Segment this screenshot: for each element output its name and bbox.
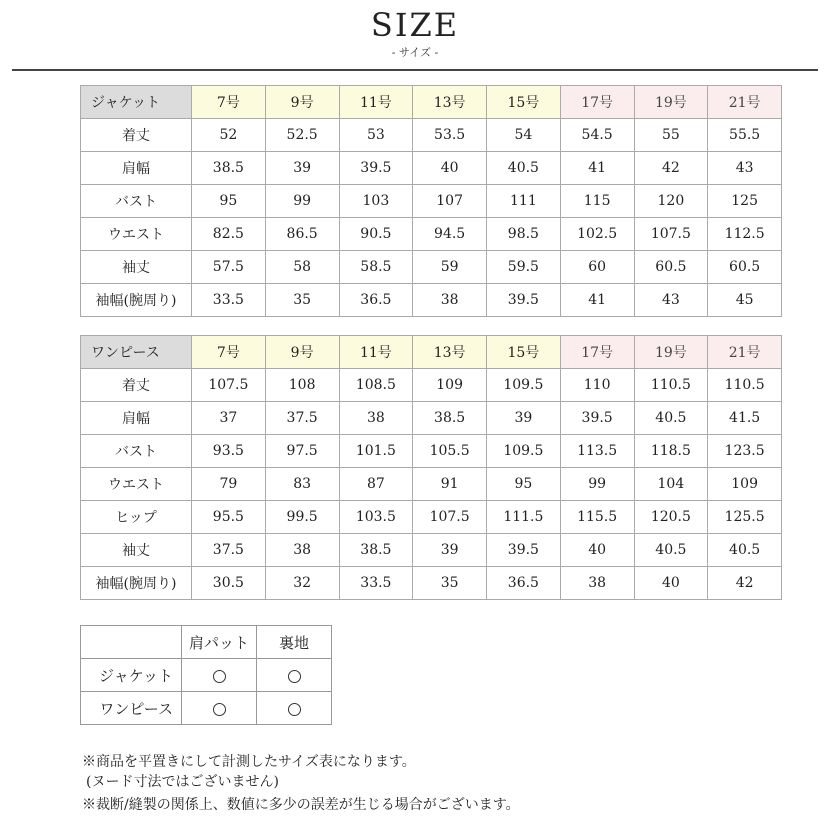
table-cell: 33.5 <box>192 284 266 317</box>
table-cell: 123.5 <box>708 435 782 468</box>
table-cell: 37.5 <box>265 402 339 435</box>
table-cell: 99 <box>560 468 634 501</box>
table-cell <box>182 692 257 725</box>
table-cell: 45 <box>708 284 782 317</box>
size-header: 7号 <box>192 336 266 369</box>
table-cell: 35 <box>413 567 487 600</box>
row-label: ヒップ <box>81 501 192 534</box>
table-header-label: ワンピース <box>81 336 192 369</box>
table-cell: 43 <box>708 152 782 185</box>
table-cell: 40.5 <box>634 534 708 567</box>
jacket-size-table <box>80 85 782 317</box>
table-cell: 111.5 <box>487 501 561 534</box>
table-cell: 38 <box>339 402 413 435</box>
table-cell: 41 <box>560 152 634 185</box>
table-cell: 40.5 <box>487 152 561 185</box>
table-cell: 99 <box>265 185 339 218</box>
onepiece-size-table <box>80 335 782 600</box>
table-cell: 120 <box>634 185 708 218</box>
row-label: 袖幅(腕周り) <box>81 284 192 317</box>
table-row <box>81 152 782 185</box>
table-cell: 83 <box>265 468 339 501</box>
row-label: 着丈 <box>81 119 192 152</box>
table-cell: 113.5 <box>560 435 634 468</box>
table-cell: 35 <box>265 284 339 317</box>
table-cell: 54.5 <box>560 119 634 152</box>
row-label: ウエスト <box>81 218 192 251</box>
table-header-row <box>81 86 782 119</box>
page-title: SIZE <box>370 6 460 44</box>
table-cell: 102.5 <box>560 218 634 251</box>
table-row <box>81 435 782 468</box>
size-header: 15号 <box>487 336 561 369</box>
size-header: 13号 <box>413 336 487 369</box>
table-row <box>81 402 782 435</box>
table-cell <box>257 659 332 692</box>
size-header: 7号 <box>192 86 266 119</box>
table-cell: 108.5 <box>339 369 413 402</box>
column-header: 肩パット <box>182 626 257 659</box>
size-header: 11号 <box>339 86 413 119</box>
table-cell: 54 <box>487 119 561 152</box>
table-cell: 40 <box>560 534 634 567</box>
table-cell: 39.5 <box>560 402 634 435</box>
table-cell: 52 <box>192 119 266 152</box>
table-cell: 93.5 <box>192 435 266 468</box>
table-cell: 36.5 <box>487 567 561 600</box>
table-row <box>81 567 782 600</box>
circle-mark-icon <box>288 703 301 716</box>
table-cell: 40.5 <box>634 402 708 435</box>
size-header: 19号 <box>634 336 708 369</box>
blank-header-cell <box>81 626 182 659</box>
table-row <box>81 369 782 402</box>
table-cell: 107 <box>413 185 487 218</box>
size-header: 17号 <box>560 86 634 119</box>
table-row <box>81 119 782 152</box>
row-label: ジャケット <box>81 659 182 692</box>
table-cell: 36.5 <box>339 284 413 317</box>
table-cell: 39 <box>413 534 487 567</box>
row-label: 肩幅 <box>81 402 192 435</box>
table-cell: 55.5 <box>708 119 782 152</box>
circle-mark-icon <box>213 703 226 716</box>
table-cell: 115 <box>560 185 634 218</box>
size-header: 9号 <box>265 336 339 369</box>
table-cell: 95 <box>192 185 266 218</box>
table-row <box>81 534 782 567</box>
table-cell: 52.5 <box>265 119 339 152</box>
table-cell: 103 <box>339 185 413 218</box>
table-cell: 125.5 <box>708 501 782 534</box>
table-cell: 112.5 <box>708 218 782 251</box>
table-cell: 38.5 <box>192 152 266 185</box>
table-cell: 39 <box>265 152 339 185</box>
table-cell: 115.5 <box>560 501 634 534</box>
table-cell: 39.5 <box>487 284 561 317</box>
size-header: 9号 <box>265 86 339 119</box>
table-cell: 109 <box>708 468 782 501</box>
size-header: 15号 <box>487 86 561 119</box>
table-cell: 97.5 <box>265 435 339 468</box>
table-cell: 38 <box>560 567 634 600</box>
table-cell: 95.5 <box>192 501 266 534</box>
circle-mark-icon <box>213 670 226 683</box>
table-row <box>81 185 782 218</box>
table-cell <box>257 692 332 725</box>
table-header-row <box>81 626 332 659</box>
size-header: 21号 <box>708 86 782 119</box>
table-cell: 109 <box>413 369 487 402</box>
table-cell: 91 <box>413 468 487 501</box>
table-row <box>81 501 782 534</box>
feature-table <box>80 625 332 725</box>
table-cell: 94.5 <box>413 218 487 251</box>
row-label: 着丈 <box>81 369 192 402</box>
table-row <box>81 692 332 725</box>
table-header-row <box>81 336 782 369</box>
table-cell: 60.5 <box>634 251 708 284</box>
row-label: バスト <box>81 435 192 468</box>
row-label: 肩幅 <box>81 152 192 185</box>
table-cell: 120.5 <box>634 501 708 534</box>
column-header: 裏地 <box>257 626 332 659</box>
table-cell: 110.5 <box>708 369 782 402</box>
table-cell: 55 <box>634 119 708 152</box>
table-cell: 57.5 <box>192 251 266 284</box>
table-cell: 40.5 <box>708 534 782 567</box>
row-label: 袖丈 <box>81 534 192 567</box>
table-cell: 101.5 <box>339 435 413 468</box>
table-cell: 109.5 <box>487 369 561 402</box>
table-cell: 82.5 <box>192 218 266 251</box>
title-divider <box>12 69 818 71</box>
page-subtitle: - サイズ - <box>391 46 439 59</box>
row-label: 袖幅(腕周り) <box>81 567 192 600</box>
table-cell: 86.5 <box>265 218 339 251</box>
size-header: 17号 <box>560 336 634 369</box>
row-label: バスト <box>81 185 192 218</box>
table-cell: 87 <box>339 468 413 501</box>
table-cell: 30.5 <box>192 567 266 600</box>
table-cell: 39.5 <box>339 152 413 185</box>
table-row <box>81 218 782 251</box>
table-cell: 58.5 <box>339 251 413 284</box>
table-cell: 40 <box>634 567 708 600</box>
table-cell: 53 <box>339 119 413 152</box>
table-cell: 60 <box>560 251 634 284</box>
table-cell: 41 <box>560 284 634 317</box>
table-cell: 110 <box>560 369 634 402</box>
table-cell: 110.5 <box>634 369 708 402</box>
table-cell: 43 <box>634 284 708 317</box>
note-line: (ヌード寸法ではございません) <box>86 774 279 790</box>
table-cell: 118.5 <box>634 435 708 468</box>
table-row <box>81 468 782 501</box>
size-header: 21号 <box>708 336 782 369</box>
table-cell: 105.5 <box>413 435 487 468</box>
table-cell: 38.5 <box>339 534 413 567</box>
table-cell: 107.5 <box>413 501 487 534</box>
table-cell: 109.5 <box>487 435 561 468</box>
circle-mark-icon <box>288 670 301 683</box>
table-row <box>81 251 782 284</box>
row-label: ウエスト <box>81 468 192 501</box>
table-cell: 103.5 <box>339 501 413 534</box>
table-cell: 37.5 <box>192 534 266 567</box>
table-cell: 39.5 <box>487 534 561 567</box>
size-header: 13号 <box>413 86 487 119</box>
note-line: ※商品を平置きにして計測したサイズ表になります。 <box>82 754 416 770</box>
table-cell: 41.5 <box>708 402 782 435</box>
table-cell: 98.5 <box>487 218 561 251</box>
table-cell: 58 <box>265 251 339 284</box>
table-cell: 37 <box>192 402 266 435</box>
table-cell: 95 <box>487 468 561 501</box>
table-cell: 33.5 <box>339 567 413 600</box>
table-cell: 107.5 <box>634 218 708 251</box>
row-label: ワンピース <box>81 692 182 725</box>
table-cell <box>182 659 257 692</box>
table-header-label: ジャケット <box>81 86 192 119</box>
size-header: 19号 <box>634 86 708 119</box>
table-cell: 40 <box>413 152 487 185</box>
table-cell: 39 <box>487 402 561 435</box>
table-cell: 38 <box>413 284 487 317</box>
row-label: 袖丈 <box>81 251 192 284</box>
table-cell: 104 <box>634 468 708 501</box>
table-cell: 59.5 <box>487 251 561 284</box>
table-cell: 107.5 <box>192 369 266 402</box>
note-line: ※裁断/縫製の関係上、数値に多少の誤差が生じる場合がございます。 <box>82 797 520 813</box>
table-cell: 38.5 <box>413 402 487 435</box>
table-cell: 42 <box>708 567 782 600</box>
table-cell: 32 <box>265 567 339 600</box>
table-cell: 79 <box>192 468 266 501</box>
size-header: 11号 <box>339 336 413 369</box>
table-cell: 99.5 <box>265 501 339 534</box>
table-cell: 59 <box>413 251 487 284</box>
table-cell: 125 <box>708 185 782 218</box>
table-row <box>81 284 782 317</box>
table-cell: 111 <box>487 185 561 218</box>
table-row <box>81 659 332 692</box>
table-cell: 42 <box>634 152 708 185</box>
table-cell: 38 <box>265 534 339 567</box>
table-cell: 53.5 <box>413 119 487 152</box>
table-cell: 90.5 <box>339 218 413 251</box>
table-cell: 108 <box>265 369 339 402</box>
table-cell: 60.5 <box>708 251 782 284</box>
